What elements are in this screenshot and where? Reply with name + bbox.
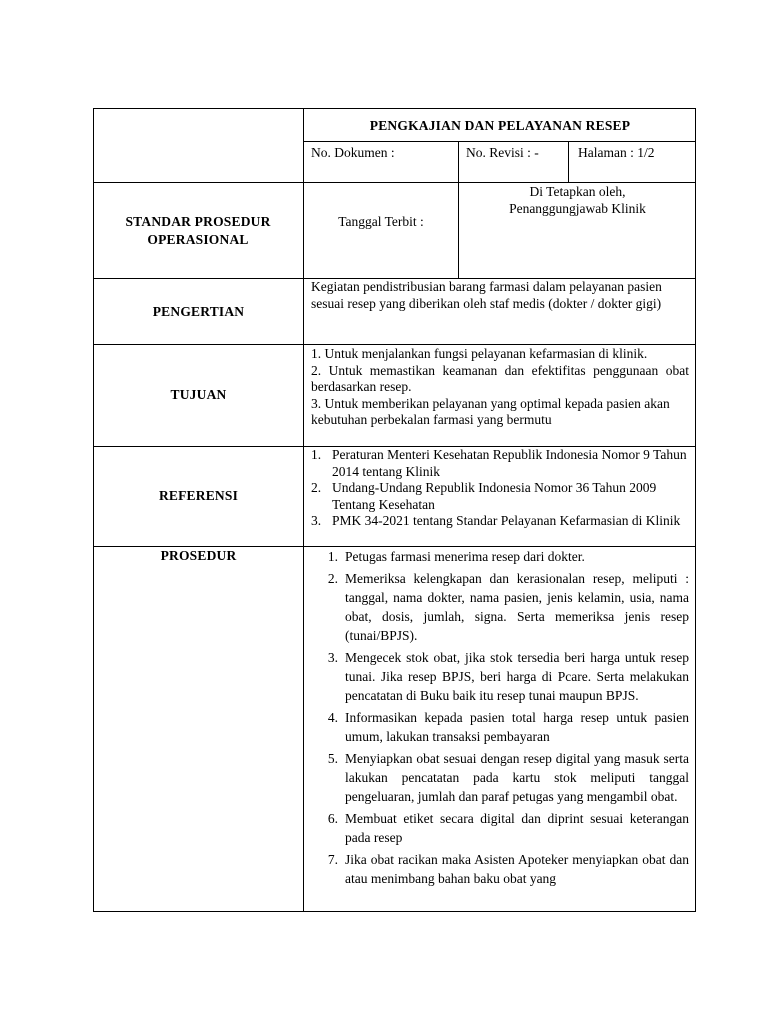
- tujuan-list: [311, 346, 689, 429]
- column-divider: [568, 141, 569, 182]
- referensi-item: 2. Undang-Undang Republik Indonesia Nomor 36 Tahun 2009 Tentang Kesehatan: [311, 480, 657, 512]
- tujuan-label: TUJUAN: [170, 387, 227, 402]
- prosedur-item: 1. Petugas farmasi menerima resep dari dokter.: [327, 549, 585, 564]
- row-divider: [303, 141, 696, 142]
- prosedur-item: 6. Membuat etiket secara digital dan diprint sesuai keterangan pada resep: [327, 811, 689, 845]
- prosedur-item: 5. Menyiapkan obat sesuai dengan resep digital yang masuk serta lakukan pencatatan pada kartu stok meliputi tanggal pengeluaran, jumlah dan paraf petugas yang mengambil obat.: [327, 751, 689, 804]
- referensi-label: REFERENSI: [158, 488, 239, 503]
- sop-label: STANDAR PROSEDUR OPERASIONAL: [125, 214, 271, 247]
- ditetapkan-oleh: [459, 184, 696, 217]
- prosedur-item: 3. Mengecek stok obat, jika stok tersedia beri harga untuk resep tunai. Jika resep BPJS, beri harga di Pcare. Serta melakukan pencatatan di Buku baik itu resep tunai maupun BPJS.: [327, 650, 689, 703]
- tujuan-item: 3. Untuk memberikan pelayanan yang optimal kepada pasien akan kebutuhan perbekalan farmasi yang bermutu: [311, 395, 670, 427]
- tujuan-item: 1. Untuk menjalankan fungsi pelayanan kefarmasian di klinik.: [311, 346, 648, 361]
- pengertian-label: PENGERTIAN: [152, 304, 245, 319]
- halaman: Halaman : 1/2: [578, 145, 655, 160]
- prosedur-item: 7. Jika obat racikan maka Asisten Apoteker menyiapkan obat dan atau menimbang bahan baku obat yang: [327, 852, 689, 886]
- no-revisi: No. Revisi : -: [466, 145, 539, 160]
- tujuan-item: 2. Untuk memastikan keamanan dan efektifitas penggunaan obat berdasarkan resep.: [311, 362, 689, 394]
- sop-table: [93, 108, 696, 912]
- prosedur-item: 4. Informasikan kepada pasien total harga resep untuk pasien umum, lakukan transaksi pembayaran: [327, 710, 689, 744]
- row-divider: [94, 344, 696, 345]
- no-dokumen: No. Dokumen :: [311, 145, 395, 160]
- ditetapkan-line1: Di Tetapkan oleh,: [529, 184, 626, 199]
- prosedur-item: 2. Memeriksa kelengkapan dan kerasionalan resep, meliputi : tanggal, nama dokter, nama pasien, jenis kelamin, usia, nama obat, dosis, jumlah, signa. Serta memeriksa jenis resep (tunai/BPJS).: [327, 571, 689, 643]
- tanggal-terbit: Tanggal Terbit :: [338, 214, 424, 229]
- referensi-item: 1. Peraturan Menteri Kesehatan Republik Indonesia Nomor 9 Tahun 2014 tentang Klinik: [311, 447, 687, 479]
- prosedur-list: [320, 547, 689, 912]
- prosedur-label: PROSEDUR: [160, 548, 237, 563]
- pengertian-text: Kegiatan pendistribusian barang farmasi dalam pelayanan pasien sesuai resep yang diberikan oleh staf medis (dokter / dokter gigi): [311, 279, 662, 311]
- row-divider: [94, 182, 696, 183]
- ditetapkan-line2: Penanggungjawab Klinik: [509, 200, 646, 216]
- referensi-item: 3. PMK 34-2021 tentang Standar Pelayanan Kefarmasian di Klinik: [311, 513, 681, 528]
- document-title: PENGKAJIAN DAN PELAYANAN RESEP: [369, 118, 631, 133]
- referensi-list: [311, 447, 691, 530]
